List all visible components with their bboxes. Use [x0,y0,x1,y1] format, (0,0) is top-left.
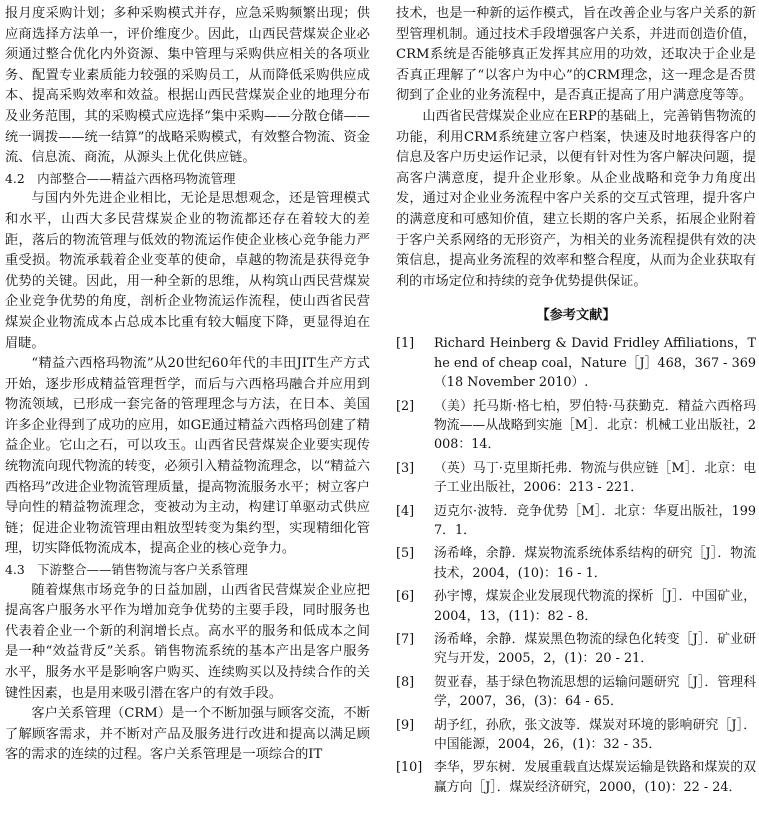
reference-item [396,397,756,455]
reference-text: 贺亚春，基于绿色物流思想的运输问题研究［J］．管理科学，2007，36，(3)：64 - 65． [434,674,756,710]
reference-number: [10] [396,760,423,776]
reference-item [396,587,756,626]
body-paragraph: 客户关系管理（CRM）是一个不断加强与顾客交流，不断了解顾客需求，并不断对产品及服务进行改进和提高以满足顾客的需求的连续的过程。客户关系管理是一项综合的IT [5,706,370,763]
reference-item [396,502,756,541]
body-paragraph: 与国内外先进企业相比，无论是思想观念，还是管理模式和水平，山西大多民营煤炭企业的物流都还存在着较大的差距，落后的物流管理与低效的物流运作使企业核心竞争能力严重受损。物流承载着企业变革的使命，卓越的物流是获得竞争优势的关键。因此，用一种全新的思维，从构筑山西民营煤炭企业竞争优势的角度，剖析企业物流运作流程，使山西省民营煤炭企业物流成本占总成本比重有较大幅度下降，更显得迫在眉睫。 [5,191,370,351]
reference-text: 孙宇博，煤炭企业发展现代物流的探析［J］．中国矿业，2004，13，(11)：82 - 8． [434,589,756,624]
reference-item [396,544,756,583]
references-heading: 【参考文献】 [536,308,616,324]
reference-number: [1] [396,336,415,352]
reference-item [396,758,756,797]
right-column [396,4,756,801]
left-column [5,4,370,766]
reference-number: [4] [396,503,415,519]
section-title: 下游整合——销售物流与客户关系管理 [37,562,248,578]
reference-number: [9] [396,717,415,733]
section-number: 4.3 [5,562,25,578]
reference-number: [5] [396,546,415,562]
body-paragraph: 随着煤焦市场竞争的日益加剧，山西省民营煤炭企业应把提高客户服务水平作为增加竞争优势的主要手段，同时服务也代表着企业一个新的利润增长点。高水平的服务和低成本之间是一种“效益背反”关系。销售物流系统的基本产出是客户服务水平，服务水平是影响客户购买、连续购买以及持续合作的关键性因素，也是用来吸引潜在客户的有效手段。 [5,582,370,701]
reference-item [396,459,756,498]
reference-text: 胡予红，孙欣，张文波等．煤炭对环境的影响研究［J］．中国能源，2004，26，(1)：32 - 35． [434,717,756,753]
reference-number: [8] [396,674,415,690]
reference-text: 迈克尔·波特．竞争优势［M］．北京：华夏出版社，1997．1． [434,503,756,538]
reference-text: （美）托马斯·格七柏，罗伯特·马获勤克．精益六西格玛物流——从战略到实施［M］．北京：机械工业出版社，2008：14． [434,398,756,453]
reference-item [396,673,756,712]
reference-text: Richard Heinberg & David Fridley Affiliations，The end of cheap coal，Nature［J］468，367 - 369（18 November 2010）. [434,336,756,391]
body-paragraph: “精益六西格玛物流”从20世纪60年代的丰田JIT生产方式开始，逐步形成精益管理哲学，而后与六西格玛融合并应用到物流领域，已形成一套完备的管理理念与方法，在日本、美国许多企业得到了成功的应用，如GE通过精益六西格玛创建了精益企业。它山之石，可以攻玉。山西省民营煤炭企业要实现传统物流向现代物流的转变，必须引入精益物流理念，以“精益六西格玛”改进企业物流管理质量，提高物流服务水平；树立客户导向性的精益物流理念，变被动为主动，构建订单驱动式供应链；促进企业物流管理由粗放型转变为集约型，实现精细化管理，切实降低物流成本，提高企业的核心竞争力。 [5,356,370,557]
section-heading-4-3 [5,560,370,581]
reference-item [396,334,756,392]
section-heading-4-2 [5,169,370,190]
reference-text: 汤希峰，余静．煤炭物流系统体系结构的研究［J］．物流技术，2004，(10)：16 - 1． [434,546,756,581]
reference-text: 李华，罗东树．发展重载直达煤炭运输是铁路和煤炭的双赢方向［J］．煤炭经济研究，2000，(10)：22 - 24． [434,760,756,795]
section-title: 内部整合——精益六西格玛物流管理 [37,170,236,186]
reference-number: [3] [396,460,415,476]
body-paragraph: 技术，也是一种新的运作模式，旨在改善企业与客户关系的新型管理机制。通过技术手段增强客户关系，并进而创造价值，CRM系统是否能够真正发挥其应用的功效，还取决于企业是否真正理解了“以客户为中心”的CRM理念，这一理念是否贯彻到了企业的业务流程中，是否真正提高了用户满意度等等。 [396,6,756,104]
body-paragraph: 报月度采购计划；多种采购模式并存，应急采购频繁出现；供应商选择方法单一，评价维度少。因此，山西民营煤炭企业必须通过整合优化内外资源、集中管理与采购供应相关的各项业务、配置专业素质能力较强的采购员工，从而降低采购供应成本、提高采购效率和效益。根据山西民营煤炭企业的地理分布及业务范围，其的采购模式应选择“集中采购——分散仓储——统一调拨——统一结算”的战略采购模式，有效整合物流、资金流、信息流、商流，从源头上优化供应链。 [5,6,370,166]
reference-number: [6] [396,589,415,605]
reference-number: [2] [396,398,415,414]
reference-item [396,716,756,755]
body-paragraph: 山西省民营煤炭企业应在ERP的基础上，完善销售物流的功能，利用CRM系统建立客户档案，快速及时地获得客户的信息及客户历史运作记录，以便有针对性为客户解决问题，提高客户满意度，提升企业形象。从企业战略和竞争力角度出发，通过对企业业务流程中客户关系的交互式管理，提升客户的满意度和可感知价值，建立长期的客户关系，拓展企业附着于客户关系网络的无形资产，为相关的业务流程提供有效的决策信息，提高业务流程的效率和整合程度，从而为企业获取有利的市场定位和持续的竞争优势提供保证。 [396,108,756,289]
references-list [396,334,756,797]
section-number: 4.2 [5,170,25,186]
reference-number: [7] [396,632,415,647]
reference-item [396,630,756,669]
reference-text: 汤希峰，余静．煤炭黑色物流的绿色化转变［J］．矿业研究与开发，2005，2，(1)：20 - 21． [434,632,756,667]
reference-text: （英）马丁·克里斯托弗．物流与供应链［M］．北京：电子工业出版社，2006：213 - 221． [434,460,756,496]
